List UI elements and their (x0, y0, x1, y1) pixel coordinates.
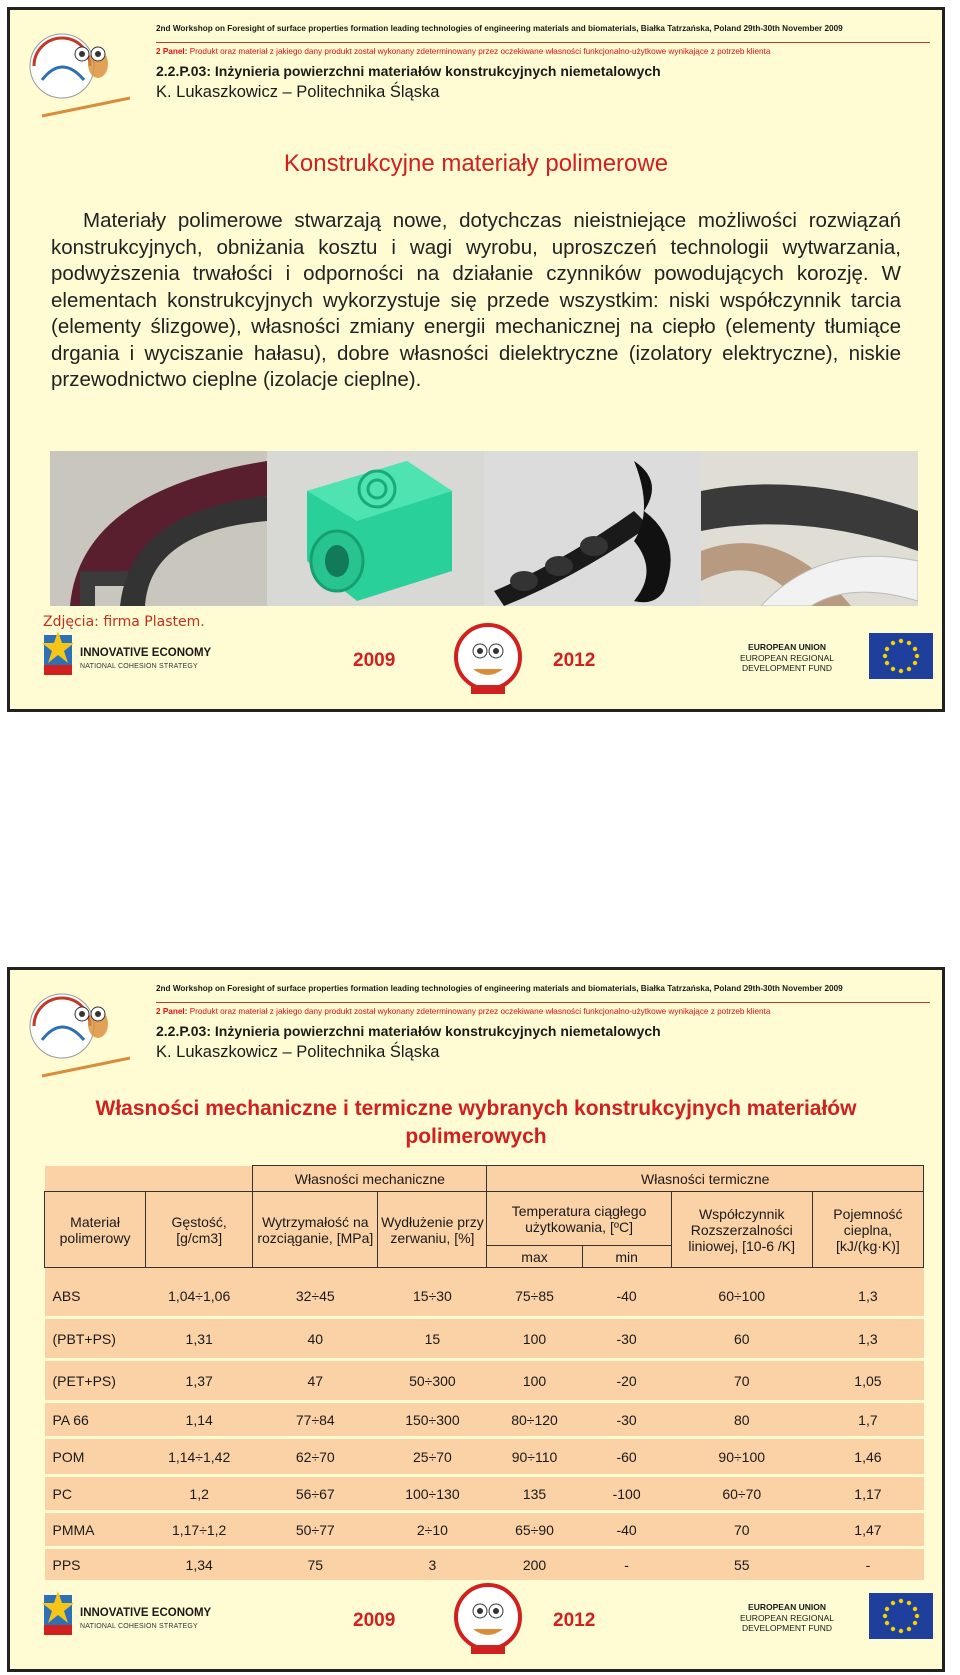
innovative-economy-title: INNOVATIVE ECONOMY (80, 647, 212, 659)
table-cell: 2÷10 (378, 1512, 487, 1548)
col-header-tmax: max (487, 1246, 582, 1268)
col-header-expansion: Współczynnik Rozszerzalności liniowej, [10-6 /K] (671, 1192, 812, 1268)
table-cell: 60 (671, 1318, 812, 1360)
table-cell: 60÷70 (671, 1476, 812, 1512)
table-cell: 1,17÷1,2 (146, 1512, 253, 1548)
table-cell: -60 (582, 1438, 671, 1476)
table-cell: 75 (253, 1548, 378, 1582)
eu-fund-label (722, 642, 852, 674)
product-photos (50, 451, 918, 606)
table-cell: 1,3 (812, 1318, 923, 1360)
eu-line-2: EUROPEAN REGIONAL (740, 652, 834, 663)
panel-line (156, 47, 770, 56)
table-cell: 77÷84 (253, 1402, 378, 1438)
table-row (45, 1318, 924, 1360)
photo-caption: Zdjęcia: firma Plastem. (43, 614, 205, 630)
eu-line-3: DEVELOPMENT FUND (741, 1623, 833, 1633)
photo-black-screw (484, 451, 701, 606)
table-cell: 65÷90 (487, 1512, 582, 1548)
forsurf-logo (22, 24, 134, 120)
table-cell: 25÷70 (378, 1438, 487, 1476)
table-cell: -20 (582, 1360, 671, 1402)
table-cell: 100÷130 (378, 1476, 487, 1512)
panel-label: 2 Panel: (156, 47, 188, 56)
eu-line-3: DEVELOPMENT FUND (741, 663, 833, 673)
table-cell: 80 (671, 1402, 812, 1438)
table-cell: 1,05 (812, 1360, 923, 1402)
project-title: 2.2.P.03: Inżynieria powierzchni materiałów konstrukcyjnych niemetalowych (156, 63, 661, 79)
col-header-elongation: Wydłużenie przy zerwaniu, [%] (378, 1192, 487, 1268)
table-cell: -40 (582, 1512, 671, 1548)
year-end: 2012 (553, 650, 596, 671)
col-header-temperature: Temperatura ciągłego użytkowania, [ºC] (487, 1192, 671, 1246)
eu-flag-icon (869, 1593, 933, 1639)
table-cell: 1,37 (146, 1360, 253, 1402)
table-cell: - (582, 1548, 671, 1582)
slide-footer (10, 617, 942, 709)
table-cell: 1,04÷1,06 (146, 1276, 253, 1318)
col-header-density: Gęstość, [g/cm3] (146, 1192, 253, 1268)
photo-green-part (267, 451, 484, 606)
table-body (45, 1276, 924, 1582)
material-name-cell: POM (45, 1438, 146, 1476)
table-cell: 55 (671, 1548, 812, 1582)
header-divider (156, 42, 930, 43)
material-name-cell: PC (45, 1476, 146, 1512)
table-cell: 50÷300 (378, 1360, 487, 1402)
slide-body-text: Materiały polimerowe stwarzają nowe, dotychczas nieistniejące możliwości rozwiązań konstrukcyjnych, obniżania kosztu i wagi wyrobu, uproszczeń technologii wytwarzania, podwyższenia trwałości i odporności na działanie czynników powodujących korozję. W elementach konstrukcyjnych wykorzystuje się przede wszystkim: niski współczynnik tarcia (elementy ślizgowe), własności zmiany energii mechanicznej na ciepło (elementy tłumiące drgania i wyciszanie hałasu), dobre własności dielektryczne (izolatory elektryczne), niskie przewodnictwo cieplne (izolacje cieplne). (51, 209, 901, 391)
table-cell: -40 (582, 1276, 671, 1318)
eu-fund-label (722, 1602, 852, 1634)
slide-footer (10, 1577, 942, 1669)
table-cell: -30 (582, 1318, 671, 1360)
innovative-economy-logo (42, 629, 76, 679)
table-cell: 1,47 (812, 1512, 923, 1548)
table-cell: 1,46 (812, 1438, 923, 1476)
table-cell: 40 (253, 1318, 378, 1360)
table-cell: 80÷120 (487, 1402, 582, 1438)
innovative-economy-logo (42, 1589, 76, 1639)
table-cell: 1,7 (812, 1402, 923, 1438)
table-cell: 135 (487, 1476, 582, 1512)
group-header-mechanical: Własności mechaniczne (253, 1166, 487, 1192)
table-cell: 1,14÷1,42 (146, 1438, 253, 1476)
table-cell: 1,14 (146, 1402, 253, 1438)
table-cell: 15÷30 (378, 1276, 487, 1318)
table-cell: 1,17 (812, 1476, 923, 1512)
material-name-cell: PMMA (45, 1512, 146, 1548)
eu-line-1: EUROPEAN UNION (748, 642, 826, 652)
table-cell: 1,34 (146, 1548, 253, 1582)
table-cell: - (812, 1548, 923, 1582)
author-line: K. Lukaszkowicz – Politechnika Śląska (156, 83, 440, 101)
slide-2 (7, 967, 945, 1672)
header-divider (156, 1002, 930, 1003)
workshop-title: 2nd Workshop on Foresight of surface properties formation leading technologies of engineering materials and biomaterials, Białka Tatrzańska, Poland 29th-30th November 2009 (156, 984, 843, 993)
year-start: 2009 (353, 1610, 396, 1631)
forsurf-logo (22, 984, 134, 1080)
col-header-tmin: min (582, 1246, 671, 1268)
table-cell: -100 (582, 1476, 671, 1512)
table-cell: 150÷300 (378, 1402, 487, 1438)
table-row (45, 1476, 924, 1512)
eu-line-1: EUROPEAN UNION (748, 1602, 826, 1612)
table-spacer (45, 1166, 253, 1192)
table-cell: 100 (487, 1318, 582, 1360)
col-header-material: Materiał polimerowy (45, 1192, 146, 1268)
group-header-thermal: Własności termiczne (487, 1166, 924, 1192)
table-gap (45, 1268, 924, 1276)
table-cell: 32÷45 (253, 1276, 378, 1318)
table-cell: 15 (378, 1318, 487, 1360)
properties-table (44, 1165, 924, 1583)
slide-title: Konstrukcyjne materiały polimerowe (283, 150, 669, 177)
panel-text: Produkt oraz materiał z jakiego dany produkt został wykonany zdeterminowany przez oczekiwane własności funkcjonalno-użytkowe wynikające z potrzeb klienta (189, 1007, 771, 1016)
table-cell: 75÷85 (487, 1276, 582, 1318)
photo-guide-rail (50, 451, 267, 606)
col-header-strength: Wytrzymałość na rozciąganie, [MPa] (253, 1192, 378, 1268)
material-name-cell: (PET+PS) (45, 1360, 146, 1402)
table-cell: 50÷77 (253, 1512, 378, 1548)
innovative-economy-title: INNOVATIVE ECONOMY (80, 1607, 212, 1619)
table-cell: 1,31 (146, 1318, 253, 1360)
eu-flag-icon (869, 633, 933, 679)
table-cell: 56÷67 (253, 1476, 378, 1512)
material-name-cell: (PBT+PS) (45, 1318, 146, 1360)
material-name-cell: PA 66 (45, 1402, 146, 1438)
table-row (45, 1360, 924, 1402)
panel-label: 2 Panel: (156, 1007, 188, 1016)
project-title: 2.2.P.03: Inżynieria powierzchni materiałów konstrukcyjnych niemetalowych (156, 1023, 661, 1039)
table-cell: 62÷70 (253, 1438, 378, 1476)
innovative-economy-subtitle: NATIONAL COHESION STRATEGY (80, 663, 198, 670)
table-row (45, 1512, 924, 1548)
panel-text: Produkt oraz materiał z jakiego dany produkt został wykonany zdeterminowany przez oczekiwane własności funkcjonalno-użytkowe wynikające z potrzeb klienta (189, 47, 771, 56)
table-cell: 1,3 (812, 1276, 923, 1318)
table-cell: 1,2 (146, 1476, 253, 1512)
material-name-cell: ABS (45, 1276, 146, 1318)
table-cell: 100 (487, 1360, 582, 1402)
table-row (45, 1402, 924, 1438)
slide-1 (7, 7, 945, 712)
eu-line-2: EUROPEAN REGIONAL (740, 1612, 834, 1623)
year-start: 2009 (353, 650, 396, 671)
table-cell: -30 (582, 1402, 671, 1438)
slide-title: Własności mechaniczne i termiczne wybranych konstrukcyjnych materiałów polimerowych (95, 1097, 857, 1148)
innovative-economy-subtitle: NATIONAL COHESION STRATEGY (80, 1623, 198, 1630)
workshop-title: 2nd Workshop on Foresight of surface properties formation leading technologies of engineering materials and biomaterials, Białka Tatrzańska, Poland 29th-30th November 2009 (156, 24, 843, 33)
year-end: 2012 (553, 1610, 596, 1631)
table-cell: 90÷110 (487, 1438, 582, 1476)
table-row (45, 1438, 924, 1476)
table-row (45, 1276, 924, 1318)
table-cell: 90÷100 (671, 1438, 812, 1476)
author-line: K. Lukaszkowicz – Politechnika Śląska (156, 1043, 440, 1061)
table-cell: 70 (671, 1512, 812, 1548)
photo-conveyor-chains (701, 451, 918, 606)
table-cell: 47 (253, 1360, 378, 1402)
panel-line (156, 1007, 770, 1016)
table-cell: 3 (378, 1548, 487, 1582)
material-name-cell: PPS (45, 1548, 146, 1582)
col-header-heat-capacity: Pojemność cieplna, [kJ/(kg·K)] (812, 1192, 923, 1268)
table-cell: 200 (487, 1548, 582, 1582)
table-cell: 70 (671, 1360, 812, 1402)
table-cell: 60÷100 (671, 1276, 812, 1318)
workshop-mascot-logo (453, 623, 523, 695)
workshop-mascot-logo (453, 1583, 523, 1655)
